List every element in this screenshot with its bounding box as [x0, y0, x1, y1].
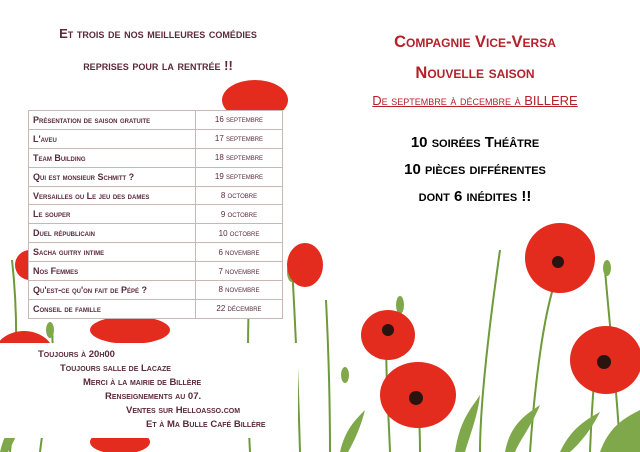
show-date: 6 novembre: [196, 243, 283, 262]
highlight-evenings: 10 soirées Théâtre: [410, 134, 540, 151]
table-row: [29, 205, 283, 224]
table-row: [29, 243, 283, 262]
show-date: 17 septembre: [196, 129, 283, 148]
show-title: Qui est monsieur Schmitt ?: [29, 167, 196, 186]
table-row: [29, 167, 283, 186]
table-row: [29, 111, 283, 130]
info-online-sales: Ventes sur Helloasso.com: [126, 405, 241, 416]
show-date: 22 décembre: [196, 299, 283, 318]
info-venue: Toujours salle de Lacaze: [60, 363, 171, 374]
highlight-premieres: dont 6 inédites !!: [418, 188, 532, 205]
info-thanks: Merci à la mairie de Billère: [83, 377, 202, 388]
season-title: Nouvelle saison: [415, 64, 535, 82]
highlight-plays: 10 pièces différentes: [404, 161, 546, 178]
show-date: 7 novembre: [196, 262, 283, 281]
intro-text: [18, 18, 298, 82]
show-title: Team Building: [29, 148, 196, 167]
table-row: [29, 262, 283, 281]
show-title: Sacha guitry intime: [29, 243, 196, 262]
show-title: Versailles ou Le jeu des dames: [29, 186, 196, 205]
show-title: Qu'est-ce qu'on fait de Pépé ?: [29, 281, 196, 300]
info-time: Toujours à 20h00: [38, 349, 115, 360]
table-row: [29, 281, 283, 300]
table-row: [29, 186, 283, 205]
show-date: 10 octobre: [196, 224, 283, 243]
show-title: Duel républicain: [29, 224, 196, 243]
show-date: 16 septembre: [196, 111, 283, 130]
info-local-sales: Et à Ma Bulle Café Billère: [146, 419, 266, 430]
show-title: L'aveu: [29, 129, 196, 148]
show-date: 9 octobre: [196, 205, 283, 224]
show-date: 19 septembre: [196, 167, 283, 186]
schedule-table: [28, 110, 283, 319]
show-date: 18 septembre: [196, 148, 283, 167]
show-date: 8 octobre: [196, 186, 283, 205]
info-contact: Renseignements au 07.: [105, 391, 202, 402]
company-name: Compagnie Vice-Versa: [394, 33, 556, 51]
intro-line-1: Et trois de nos meilleures comédies: [59, 26, 257, 41]
table-row: [29, 129, 283, 148]
show-title: Présentation de saison gratuite: [29, 111, 196, 130]
intro-line-2: reprises pour la rentrée !!: [83, 58, 233, 73]
show-title: Conseil de famille: [29, 299, 196, 318]
show-title: Nos Femmes: [29, 262, 196, 281]
table-row: [29, 299, 283, 318]
show-title: Le souper: [29, 205, 196, 224]
practical-info-box: [0, 343, 298, 438]
season-period: De septembre à décembre à BILLERE: [372, 93, 578, 108]
table-row: [29, 224, 283, 243]
table-row: [29, 148, 283, 167]
show-date: 8 novembre: [196, 281, 283, 300]
